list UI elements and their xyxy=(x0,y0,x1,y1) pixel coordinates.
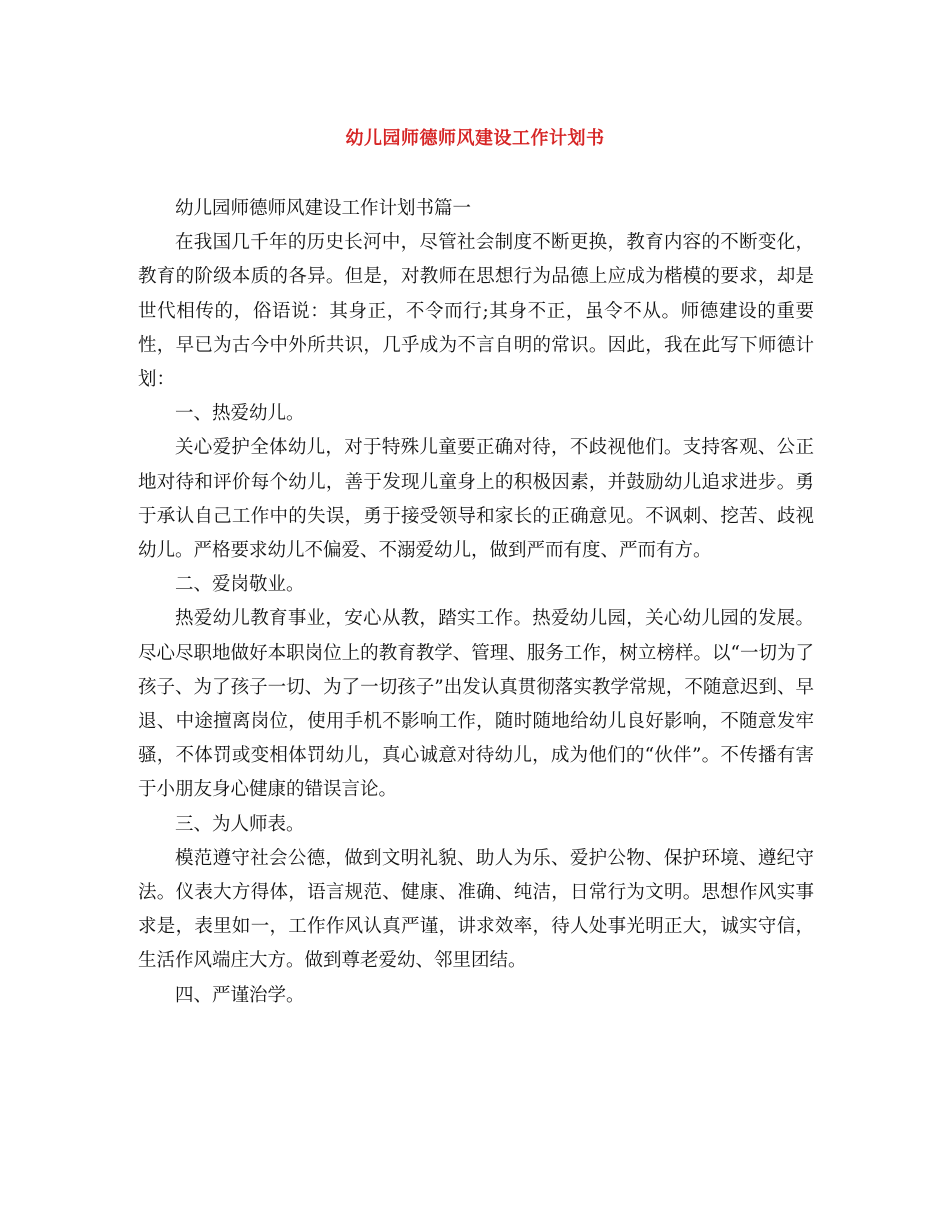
paragraph-subtitle: 幼儿园师德师风建设工作计划书篇一 xyxy=(175,198,472,219)
section-heading-1: 一、热爱幼儿。 xyxy=(175,403,305,425)
paragraph-intro: 在我国几千年的历史长河中，尽管社会制度不断更换，教育内容的不断变化，教育的阶级本质的各异。但是，对教师在思想行为品德上应成为楷模的要求，却是世代相传的，俗语说：其身正，不令而行;其身不正，虽令不从。师德建设的重要性，早已为古今中外所共识，几乎成为不言自明的常识。因此，我在此写下师德计划： xyxy=(138,232,814,391)
paragraph-section-3: 模范遵守社会公德，做到文明礼貌、助人为乐、爱护公物、保护环境、遵纪守法。仪表大方得体，语言规范、健康、准确、纯洁，日常行为文明。思想作风实事求是，表里如一，工作作风认真严谨，讲求效率，待人处事光明正大，诚实守信，生活作风端庄大方。做到尊老爱幼、邻里团结。 xyxy=(138,847,814,972)
section-heading-4: 四、严谨治学。 xyxy=(175,984,305,1006)
paragraph-section-2: 热爱幼儿教育事业，安心从教，踏实工作。热爱幼儿园，关心幼儿园的发展。尽心尽职地做好本职岗位上的教育教学、管理、服务工作，树立榜样。以“一切为了孩子、为了孩子一切、为了一切孩子”出发认真贯彻落实教学常规，不随意迟到、早退、中途擅离岗位，使用手机不影响工作，随时随地给幼儿良好影响，不随意发牢骚，不体罚或变相体罚幼儿，真心诚意对待幼儿，成为他们的“伙伴”。不传播有害于小朋友身心健康的错误言论。 xyxy=(138,608,814,801)
document-body xyxy=(138,192,814,1013)
section-heading-3: 三、为人师表。 xyxy=(175,813,305,835)
document-title: 幼儿园师德师风建设工作计划书 xyxy=(345,128,605,149)
section-heading-2: 二、爱岗敬业。 xyxy=(175,574,305,596)
paragraph-section-1: 关心爱护全体幼儿，对于特殊儿童要正确对待，不歧视他们。支持客观、公正地对待和评价每个幼儿，善于发现儿童身上的积极因素，并鼓励幼儿追求进步。勇于承认自己工作中的失误，勇于接受领导和家长的正确意见。不讽刺、挖苦、歧视幼儿。严格要求幼儿不偏爱、不溺爱幼儿，做到严而有度、严而有方。 xyxy=(138,437,814,562)
